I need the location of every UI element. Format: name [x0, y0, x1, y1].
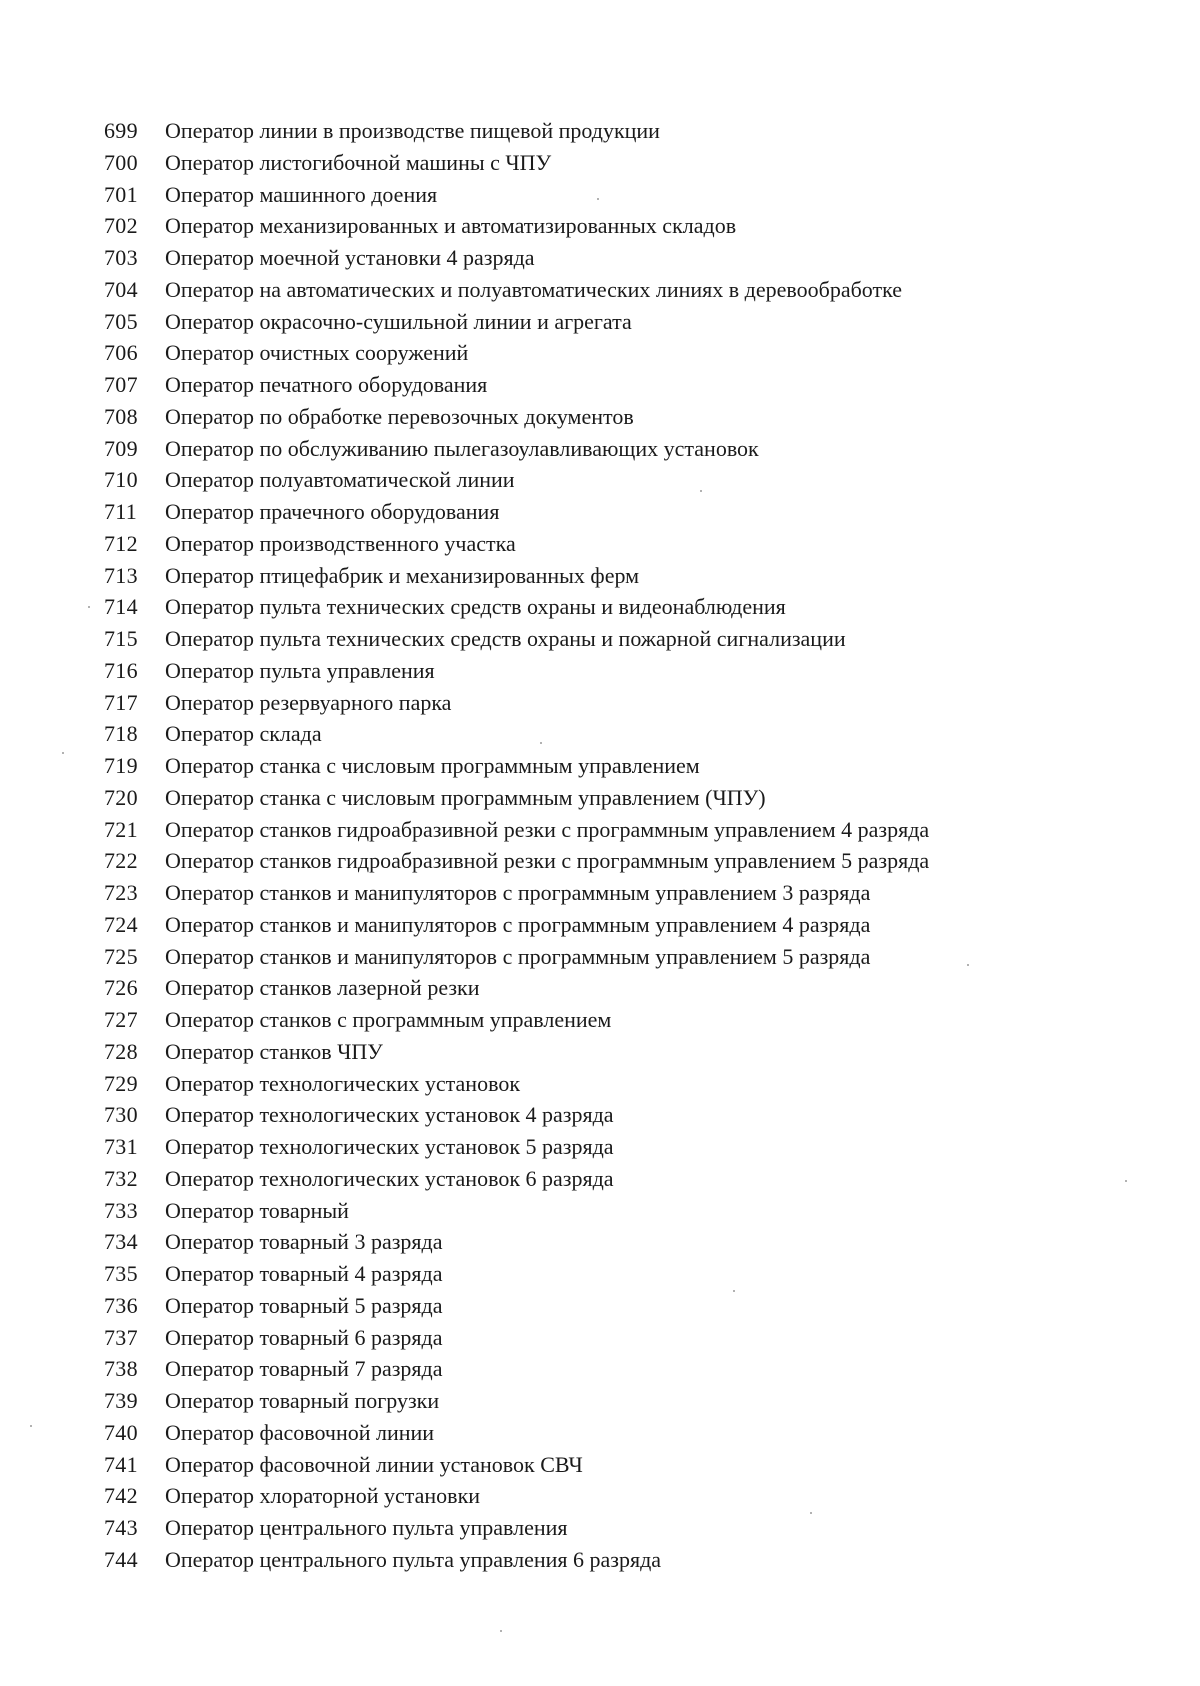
list-item: [0, 369, 1200, 401]
scan-speck: [597, 198, 599, 200]
item-name: Оператор по обработке перевозочных документов: [165, 403, 634, 429]
item-number: 713: [104, 562, 138, 588]
list-item: [0, 1036, 1200, 1068]
list-item: [0, 433, 1200, 465]
item-name: Оператор машинного доения: [165, 181, 438, 207]
item-name: Оператор резервуарного парка: [165, 689, 452, 715]
item-name: Оператор полуавтоматической линии: [165, 467, 515, 493]
item-number: 716: [104, 657, 138, 683]
item-name: Оператор пульта технических средств охраны и видеонаблюдения: [165, 594, 786, 620]
item-name: Оператор товарный 3 разряда: [165, 1229, 443, 1255]
item-number: 699: [104, 118, 138, 143]
item-number: 741: [104, 1451, 138, 1477]
item-name: Оператор станков лазерной резки: [165, 975, 480, 1001]
item-name: Оператор товарный погрузки: [165, 1388, 440, 1413]
item-name: Оператор на автоматических и полуавтоматических линиях в деревообработке: [165, 276, 903, 302]
item-name: Оператор печатного оборудования: [165, 372, 488, 397]
item-name: Оператор технологических установок 4 разряда: [165, 1102, 614, 1128]
list-item: [0, 972, 1200, 1004]
item-number: 718: [104, 721, 138, 747]
list-item: [0, 1258, 1200, 1290]
list-item: [0, 115, 1200, 147]
item-number: 701: [104, 181, 138, 207]
item-name: Оператор центрального пульта управления: [165, 1515, 568, 1540]
item-number: 720: [104, 784, 138, 810]
item-name: Оператор станков ЧПУ: [165, 1038, 383, 1064]
item-number: 704: [104, 276, 138, 302]
item-number: 723: [104, 880, 138, 905]
item-number: 743: [104, 1515, 138, 1540]
list-item: [0, 1512, 1200, 1544]
list-item: [0, 909, 1200, 941]
item-name: Оператор станков с программным управлением: [165, 1007, 612, 1032]
list-item: [0, 560, 1200, 592]
scan-speck: [1125, 1180, 1127, 1182]
item-number: 715: [104, 626, 138, 651]
list-item: [0, 1226, 1200, 1258]
item-number: 740: [104, 1419, 138, 1445]
profession-list: [0, 115, 1200, 1576]
item-number: 717: [104, 689, 138, 715]
item-name: Оператор производственного участка: [165, 530, 516, 556]
scan-speck: [30, 1425, 32, 1427]
item-name: Оператор фасовочной линии: [165, 1419, 435, 1445]
item-number: 727: [104, 1007, 138, 1032]
scan-speck: [540, 742, 542, 744]
scan-speck: [733, 1290, 735, 1292]
item-number: 700: [104, 149, 138, 175]
item-number: 736: [104, 1292, 138, 1318]
item-name: Оператор пульта управления: [165, 657, 435, 683]
list-item: [0, 687, 1200, 719]
list-item: [0, 1290, 1200, 1322]
scan-speck: [88, 606, 90, 608]
list-item: [0, 242, 1200, 274]
item-number: 708: [104, 403, 138, 429]
item-name: Оператор фасовочной линии установок СВЧ: [165, 1451, 583, 1477]
item-number: 719: [104, 753, 138, 778]
list-item: [0, 1195, 1200, 1227]
list-item: [0, 782, 1200, 814]
list-item: [0, 496, 1200, 528]
item-name: Оператор моечной установки 4 разряда: [165, 245, 535, 270]
item-number: 721: [104, 816, 138, 842]
list-item: [0, 941, 1200, 973]
item-number: 724: [104, 911, 138, 937]
item-number: 730: [104, 1102, 138, 1128]
list-item: [0, 1480, 1200, 1512]
scan-speck: [62, 752, 64, 754]
item-number: 738: [104, 1356, 138, 1382]
item-number: 706: [104, 340, 138, 366]
item-name: Оператор товарный 5 разряда: [165, 1292, 443, 1318]
list-item: [0, 274, 1200, 306]
item-name: Оператор товарный 4 разряда: [165, 1261, 443, 1286]
item-name: Оператор окрасочно-сушильной линии и агрегата: [165, 308, 632, 334]
item-number: 709: [104, 435, 138, 461]
item-name: Оператор технологических установок 5 разряда: [165, 1134, 614, 1159]
list-item: [0, 1099, 1200, 1131]
item-number: 707: [104, 372, 138, 397]
item-number: 702: [104, 213, 138, 239]
item-name: Оператор центрального пульта управления 6 разряда: [165, 1546, 662, 1572]
list-item: [0, 528, 1200, 560]
item-name: Оператор линии в производстве пищевой продукции: [165, 118, 660, 143]
list-item: [0, 591, 1200, 623]
list-item: [0, 1417, 1200, 1449]
list-item: [0, 750, 1200, 782]
item-number: 735: [104, 1261, 138, 1286]
scan-speck: [810, 1512, 812, 1514]
item-number: 714: [104, 594, 138, 620]
list-item: [0, 147, 1200, 179]
scan-speck: [967, 964, 969, 966]
list-item: [0, 1322, 1200, 1354]
item-name: Оператор очистных сооружений: [165, 340, 469, 366]
item-number: 712: [104, 530, 138, 556]
item-name: Оператор хлораторной установки: [165, 1483, 481, 1509]
item-number: 711: [104, 499, 138, 524]
item-name: Оператор по обслуживанию пылегазоулавливающих установок: [165, 435, 759, 461]
item-number: 731: [104, 1134, 138, 1159]
list-item: [0, 1004, 1200, 1036]
item-number: 732: [104, 1165, 138, 1191]
item-number: 705: [104, 308, 138, 334]
item-name: Оператор станка с числовым программным управлением: [165, 753, 700, 778]
list-item: [0, 210, 1200, 242]
item-name: Оператор листогибочной машины с ЧПУ: [165, 149, 552, 175]
list-item: [0, 814, 1200, 846]
item-number: 742: [104, 1483, 138, 1509]
item-name: Оператор станков и манипуляторов с программным управлением 4 разряда: [165, 911, 871, 937]
list-item: [0, 1163, 1200, 1195]
item-name: Оператор станков гидроабразивной резки с программным управлением 5 разряда: [165, 848, 930, 874]
item-name: Оператор пульта технических средств охраны и пожарной сигнализации: [165, 626, 846, 651]
item-number: 722: [104, 848, 138, 874]
list-item: [0, 179, 1200, 211]
list-item: [0, 1385, 1200, 1417]
item-name: Оператор склада: [165, 721, 322, 747]
list-item: [0, 877, 1200, 909]
item-number: 733: [104, 1197, 138, 1223]
list-item: [0, 464, 1200, 496]
item-name: Оператор товарный: [165, 1197, 349, 1223]
list-item: [0, 306, 1200, 338]
item-name: Оператор птицефабрик и механизированных ферм: [165, 562, 640, 588]
item-name: Оператор станков гидроабразивной резки с программным управлением 4 разряда: [165, 816, 930, 842]
item-name: Оператор прачечного оборудования: [165, 499, 500, 524]
item-number: 734: [104, 1229, 138, 1255]
item-number: 703: [104, 245, 138, 270]
item-name: Оператор станков и манипуляторов с программным управлением 3 разряда: [165, 880, 871, 905]
item-name: Оператор станков и манипуляторов с программным управлением 5 разряда: [165, 943, 871, 969]
list-item: [0, 1131, 1200, 1163]
item-name: Оператор товарный 7 разряда: [165, 1356, 443, 1382]
list-item: [0, 845, 1200, 877]
item-name: Оператор технологических установок 6 разряда: [165, 1165, 614, 1191]
list-item: [0, 1449, 1200, 1481]
list-item: [0, 1068, 1200, 1100]
list-item: [0, 401, 1200, 433]
item-number: 710: [104, 467, 138, 493]
item-name: Оператор технологических установок: [165, 1070, 521, 1096]
list-item: [0, 337, 1200, 369]
item-number: 725: [104, 943, 138, 969]
item-number: 728: [104, 1038, 138, 1064]
scan-speck: [500, 1630, 502, 1632]
list-item: [0, 1544, 1200, 1576]
list-item: [0, 623, 1200, 655]
scan-speck: [700, 490, 702, 492]
list-item: [0, 655, 1200, 687]
item-number: 729: [104, 1070, 138, 1096]
item-number: 737: [104, 1324, 138, 1350]
item-number: 739: [104, 1388, 138, 1413]
item-name: Оператор станка с числовым программным управлением (ЧПУ): [165, 784, 766, 810]
item-name: Оператор механизированных и автоматизированных складов: [165, 213, 737, 239]
item-number: 726: [104, 975, 138, 1001]
item-name: Оператор товарный 6 разряда: [165, 1324, 443, 1350]
list-item: [0, 718, 1200, 750]
list-item: [0, 1353, 1200, 1385]
item-number: 744: [104, 1546, 138, 1572]
